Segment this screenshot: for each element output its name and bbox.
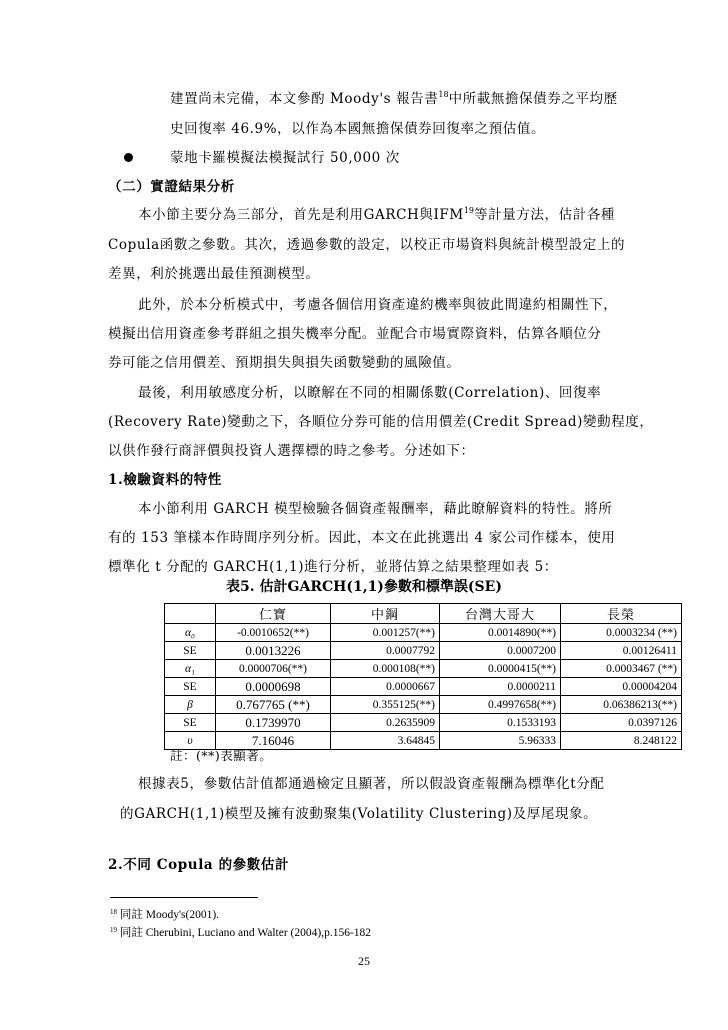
table-cell: 0.0014890(**) <box>440 624 561 642</box>
table-header-cell: 中鋼 <box>331 604 440 624</box>
table-cell: 0.0003234 (**) <box>561 624 682 642</box>
paragraph-1-line-3: 差異，利於挑選出最佳預測模型。 <box>108 266 320 282</box>
subsection-line-3: 標準化 t 分配的 GARCH(1,1)進行分析，並將估算之結果整理如表 5： <box>108 559 558 575</box>
footnote-ref: 19 <box>463 206 475 215</box>
subsection-line-2: 有的 153 筆樣本作時間序列分析。因此，本文在此挑選出 4 家公司作樣本，使用 <box>108 530 616 546</box>
row-label: υ <box>165 732 216 750</box>
table-cell: 5.96333 <box>440 732 561 750</box>
paragraph-3-line-2: (Recovery Rate)變動之下，各順位分券可能的信用價差(Credit Spread)變動程度， <box>108 414 654 430</box>
paragraph-text: 本小節主要分為三部分，首先是利用GARCH與IFM <box>138 207 464 223</box>
table-cell: 0.1533193 <box>440 714 561 732</box>
table-cell: 0.0003467 (**) <box>561 660 682 678</box>
subsection-heading-2: 2.不同 Copula 的參數估計 <box>108 857 290 873</box>
paragraph-1-line-1 <box>138 206 615 224</box>
footnote-number: 19 <box>110 926 117 934</box>
table-title: 表5. 估計GARCH(1,1)參數和標準誤(SE) <box>226 579 502 595</box>
table-cell: 0.00126411 <box>561 642 682 660</box>
paragraph-3-line-1: 最後，利用敏感度分析，以瞭解在不同的相關係數(Correlation)、回復率 <box>138 385 602 401</box>
footnote-ref: 18 <box>438 90 449 99</box>
row-label: β <box>165 696 216 714</box>
footnote-number: 18 <box>110 908 117 916</box>
paragraph-3-line-3: 以供作發行商評價與投資人選擇標的時之參考。分述如下： <box>108 443 475 459</box>
table-cell: 0.0007200 <box>440 642 561 660</box>
table-note: 註：(**)表顯著。 <box>170 748 273 763</box>
table-cell: 0.0000706(**) <box>216 660 331 678</box>
footnote-18 <box>110 906 219 922</box>
table-cell: 0.2635909 <box>331 714 440 732</box>
row-label: SE <box>165 678 216 696</box>
paragraph-1-line-2: Copula函數之參數。其次，透過參數的設定，以校正市場資料與統計模型設定上的 <box>108 237 626 253</box>
table-cell: 0.000108(**) <box>331 660 440 678</box>
row-label: α₁ <box>165 660 216 678</box>
footnote-divider <box>110 897 258 898</box>
table-row <box>165 660 682 678</box>
table-row <box>165 696 682 714</box>
table-row <box>165 642 682 660</box>
table-cell: 0.0007792 <box>331 642 440 660</box>
table-cell: 0.4997658(**) <box>440 696 561 714</box>
table-row <box>165 714 682 732</box>
section-heading: （二）實證結果分析 <box>108 179 235 195</box>
intro-line-1 <box>170 90 618 108</box>
table-header-cell: 長榮 <box>561 604 682 624</box>
table-cell: 0.001257(**) <box>331 624 440 642</box>
row-label: SE <box>165 714 216 732</box>
table-row <box>165 678 682 696</box>
table-cell: 0.0000211 <box>440 678 561 696</box>
paragraph-2-line-3: 券可能之信用價差、預期損失與損失函數變動的風險值。 <box>108 355 461 371</box>
table-header-cell <box>165 604 216 624</box>
table-cell: 0.06386213(**) <box>561 696 682 714</box>
table-cell: 0.767765 (**) <box>216 696 331 714</box>
conclusion-line-1: 根據表5，參數估計值都通過檢定且顯著，所以假設資產報酬為標準化t分配 <box>138 776 605 792</box>
table-cell: 0.1739970 <box>216 714 331 732</box>
table-cell: 0.0000667 <box>331 678 440 696</box>
table-cell: 8.248122 <box>561 732 682 750</box>
table-header-row <box>165 604 682 624</box>
subsection-line-1: 本小節利用 GARCH 模型檢驗各個資產報酬率，藉此瞭解資料的特性。將所 <box>138 501 613 517</box>
intro-text: 建置尚未完備，本文參酌 Moody's 報告書 <box>170 91 439 107</box>
bullet-text: 蒙地卡羅模擬法模擬試行 50,000 次 <box>170 150 400 166</box>
bullet-icon <box>124 153 133 162</box>
table-header-cell: 仁寶 <box>216 604 331 624</box>
table-cell: 7.16046 <box>216 732 331 750</box>
table-cell: 0.00004204 <box>561 678 682 696</box>
paragraph-text: 等計量方法，估計各種 <box>474 207 616 223</box>
table-cell: -0.0010652(**) <box>216 624 331 642</box>
table-cell: 0.0397126 <box>561 714 682 732</box>
footnote-19 <box>110 924 371 940</box>
intro-text: 中所載無擔保債券之平均歷 <box>448 91 618 107</box>
intro-line-2: 史回復率 46.9%，以作為本國無擔保債券回復率之預估值。 <box>170 121 546 137</box>
table-row <box>165 624 682 642</box>
paragraph-2-line-1: 此外，於本分析模式中，考慮各個信用資產違約機率與彼此間違約相關性下， <box>138 297 618 313</box>
conclusion-line-2: 的GARCH(1,1)模型及擁有波動聚集(Volatility Clustering)及厚尾現象。 <box>120 806 598 822</box>
table-cell: 3.64845 <box>331 732 440 750</box>
footnote-text: 同註 Moody's(2001). <box>119 909 220 921</box>
paragraph-2-line-2: 模擬出信用資產參考群組之損失機率分配。並配合市場實際資料，估算各順位分 <box>108 326 602 342</box>
table-cell: 0.355125(**) <box>331 696 440 714</box>
garch-table <box>164 603 682 750</box>
row-label: α₀ <box>165 624 216 642</box>
table-cell: 0.0000415(**) <box>440 660 561 678</box>
row-label: SE <box>165 642 216 660</box>
page-number: 25 <box>358 954 370 968</box>
table-cell: 0.0013226 <box>216 642 331 660</box>
table-header-cell: 台灣大哥大 <box>440 604 561 624</box>
table-cell: 0.0000698 <box>216 678 331 696</box>
subsection-heading: 1.檢驗資料的特性 <box>108 472 222 488</box>
footnote-text: 同註 Cherubini, Luciano and Walter (2004),p.156-182 <box>119 927 372 939</box>
